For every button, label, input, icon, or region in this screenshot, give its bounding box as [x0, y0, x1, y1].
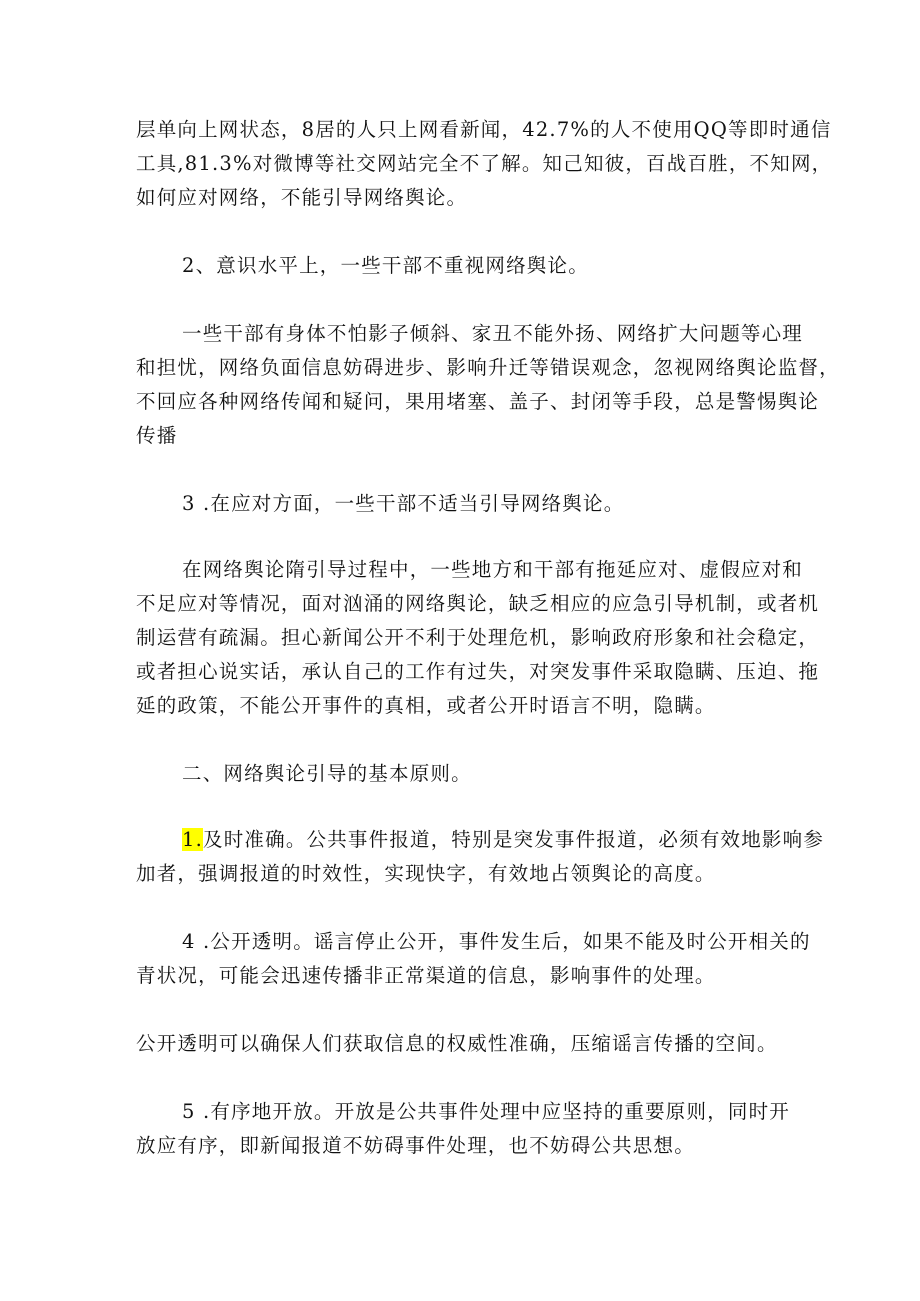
- heading-3-response: 3 .在应对方面，一些干部不适当引导网络舆论。: [182, 492, 625, 515]
- paragraph-3-line-4: 或者担心说实话，承认自己的工作有过失，对突发事件采取隐瞒、压迫、拖: [136, 660, 820, 683]
- paragraph-2-line-1: 一些干部有身体不怕影子倾斜、家丑不能外扬、网络扩大问题等心理: [182, 322, 804, 345]
- item-1-number-highlight: 1.: [182, 828, 204, 851]
- paragraph-2-line-4: 传播: [136, 424, 178, 447]
- item-5-line-1: 5 .有序地开放。开放是公共事件处理中应坚持的重要原则，同时开: [182, 1100, 791, 1123]
- paragraph-3-line-2: 不足应对等情况，面对汹涌的网络舆论，缺乏相应的应急引导机制，或者机: [136, 592, 820, 615]
- item-1-line-2: 加者，强调报道的时效性，实现快字，有效地占领舆论的高度。: [136, 862, 716, 885]
- item-1-line-1-text: 及时准确。公共事件报道，特别是突发事件报道，必须有效地影响参: [203, 828, 825, 851]
- paragraph-3-line-5: 延的政策，不能公开事件的真相，或者公开时语言不明，隐瞒。: [136, 694, 716, 717]
- paragraph-1-line-1: 层单向上网状态，8居的人只上网看新闻，42.7%的人不使用QQ等即时通信: [136, 118, 832, 141]
- item-4-line-2: 青状况，可能会迅速传播非正常渠道的信息，影响事件的处理。: [136, 964, 716, 987]
- paragraph-3-line-3: 制运营有疏漏。担心新闻公开不利于处理危机，影响政府形象和社会稳定，: [136, 626, 820, 649]
- item-5-line-2: 放应有序，即新闻报道不妨碍事件处理，也不妨碍公共思想。: [136, 1134, 695, 1157]
- paragraph-2-line-3: 不回应各种网络传闻和疑问，果用堵塞、盖子、封闭等手段，总是警惕舆论: [136, 390, 820, 413]
- paragraph-1-line-2: 工具,81.3%对微博等社交网站完全不了解。知己知彼，百战百胜，不知网，: [136, 152, 833, 175]
- item-4-line-1: 4 .公开透明。谣言停止公开，事件发生后，如果不能及时公开相关的: [182, 930, 811, 953]
- item-1-line-1: [182, 826, 842, 854]
- heading-2-awareness: 2、意识水平上，一些干部不重视网络舆论。: [182, 254, 589, 277]
- section-2-heading: 二、网络舆论引导的基本原则。: [182, 762, 472, 785]
- paragraph-1-line-3: 如何应对网络，不能引导网络舆论。: [136, 186, 468, 209]
- paragraph-2-line-2: 和担忧，网络负面信息妨碍进步、影响升迁等错误观念，忽视网络舆论监督，: [136, 356, 840, 379]
- paragraph-4: 公开透明可以确保人们获取信息的权威性准确，压缩谣言传播的空间。: [136, 1032, 778, 1055]
- paragraph-3-line-1: 在网络舆论隋引导过程中，一些地方和干部有拖延应对、虚假应对和: [182, 558, 804, 581]
